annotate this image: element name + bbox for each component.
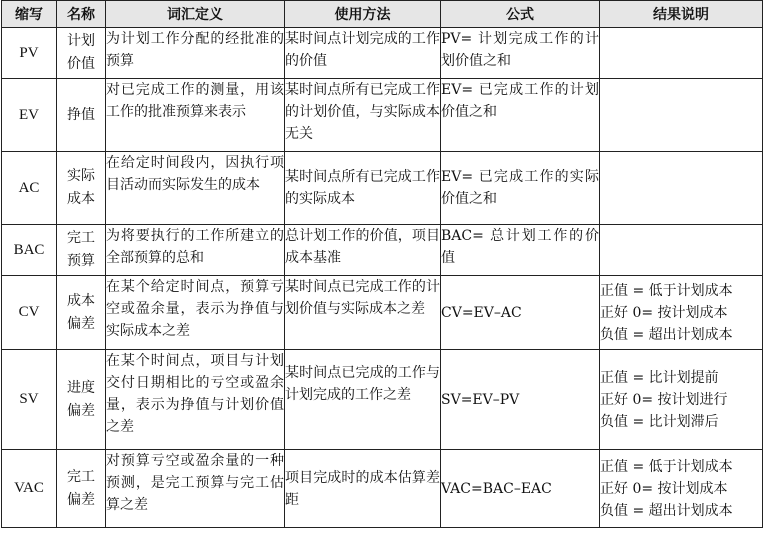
- definition-cell: 对已完成工作的测量，用该工作的批准预算来表示: [106, 79, 285, 152]
- formula-cell: SV=EV–PV: [441, 350, 600, 450]
- result-line: 正值 = 低于计划成本: [600, 458, 733, 475]
- formula-cell: EV= 已完成工作的实际价值之和: [441, 152, 600, 225]
- name-line: 偏差: [67, 315, 95, 332]
- formula-cell: VAC=BAC–EAC: [441, 450, 600, 528]
- result-line: 正好 0= 按计划成本: [600, 480, 728, 497]
- abbr-cell: AC: [2, 152, 57, 225]
- result-line: 正好 0= 按计划成本: [600, 304, 728, 321]
- formula-cell: EV= 已完成工作的计划价值之和: [441, 79, 600, 152]
- result-cell: [600, 450, 763, 528]
- formula-cell: PV= 计划完成工作的计划价值之和: [441, 28, 600, 79]
- name-line: 成本: [67, 191, 95, 207]
- usage-cell: 某时间点所有已完成工作的实际成本: [285, 152, 441, 225]
- header-name: 名称: [57, 1, 106, 28]
- name-line: 实际: [67, 168, 95, 184]
- name-line: 计划: [67, 33, 95, 49]
- name-cell: [57, 152, 106, 225]
- abbr-cell: EV: [2, 79, 57, 152]
- result-line: 负值 = 超出计划成本: [600, 502, 733, 519]
- usage-cell: 项目完成时的成本估算差距: [285, 450, 441, 528]
- abbr-cell: VAC: [2, 450, 57, 528]
- result-cell: [600, 79, 763, 152]
- result-cell: [600, 276, 763, 350]
- definition-cell: 在某个时间点，项目与计划交付日期相比的亏空或盈余量，表示为挣值与计划价值之差: [106, 350, 285, 450]
- header-formula: 公式: [441, 1, 600, 28]
- header-result: 结果说明: [600, 1, 763, 28]
- table-row: [2, 225, 763, 276]
- name-line: 完工: [67, 468, 95, 485]
- usage-cell: 某时间点已完成工作的计划价值与实际成本之差: [285, 276, 441, 350]
- result-line: 负值 = 超出计划成本: [600, 326, 733, 343]
- usage-cell: 某时间点已完成的工作与计划完成的工作之差: [285, 350, 441, 450]
- table-row: [2, 350, 763, 450]
- formula-cell: BAC= 总计划工作的价值: [441, 225, 600, 276]
- definition-cell: 在某个给定时间点，预算亏空或盈余量，表示为挣值与实际成本之差: [106, 276, 285, 350]
- table-row: [2, 276, 763, 350]
- header-abbr: 缩写: [2, 1, 57, 28]
- name-cell: [57, 450, 106, 528]
- result-line: 正好 0= 按计划进行: [600, 391, 728, 408]
- usage-cell: 某时间点所有已完成工作的计划价值，与实际成本无关: [285, 79, 441, 152]
- definition-cell: 在给定时间段内，因执行项目活动而实际发生的成本: [106, 152, 285, 225]
- definition-cell: 对预算亏空或盈余量的一种预测，是完工预算与完工估算之差: [106, 450, 285, 528]
- abbr-cell: PV: [2, 28, 57, 79]
- name-line: 挣值: [67, 106, 95, 123]
- table-row: [2, 152, 763, 225]
- result-cell: [600, 28, 763, 79]
- abbr-cell: BAC: [2, 225, 57, 276]
- name-line: 偏差: [67, 402, 95, 419]
- header-usage: 使用方法: [285, 1, 441, 28]
- table-row: [2, 79, 763, 152]
- name-cell: [57, 79, 106, 152]
- evm-table: [1, 0, 763, 528]
- name-line: 成本: [67, 292, 95, 309]
- header-row: [2, 1, 763, 28]
- result-cell: [600, 152, 763, 225]
- table-row: [2, 450, 763, 528]
- result-line: 正值 = 低于计划成本: [600, 282, 733, 299]
- name-line: 进度: [67, 379, 95, 396]
- header-definition: 词汇定义: [106, 1, 285, 28]
- table-row: [2, 28, 763, 79]
- result-line: 负值 = 比计划滞后: [600, 413, 719, 430]
- name-cell: [57, 225, 106, 276]
- name-cell: [57, 28, 106, 79]
- name-cell: [57, 276, 106, 350]
- name-line: 预算: [67, 253, 95, 269]
- usage-cell: 某时间点计划完成的工作的价值: [285, 28, 441, 79]
- definition-cell: 为将要执行的工作所建立的全部预算的总和: [106, 225, 285, 276]
- name-line: 完工: [67, 230, 95, 246]
- usage-cell: 总计划工作的价值，项目成本基准: [285, 225, 441, 276]
- name-cell: [57, 350, 106, 450]
- definition-cell: 为计划工作分配的经批准的预算: [106, 28, 285, 79]
- abbr-cell: SV: [2, 350, 57, 450]
- formula-cell: CV=EV–AC: [441, 276, 600, 350]
- result-cell: [600, 225, 763, 276]
- name-line: 价值: [67, 56, 95, 72]
- result-cell: [600, 350, 763, 450]
- abbr-cell: CV: [2, 276, 57, 350]
- name-line: 偏差: [67, 491, 95, 508]
- result-line: 正值 = 比计划提前: [600, 369, 719, 386]
